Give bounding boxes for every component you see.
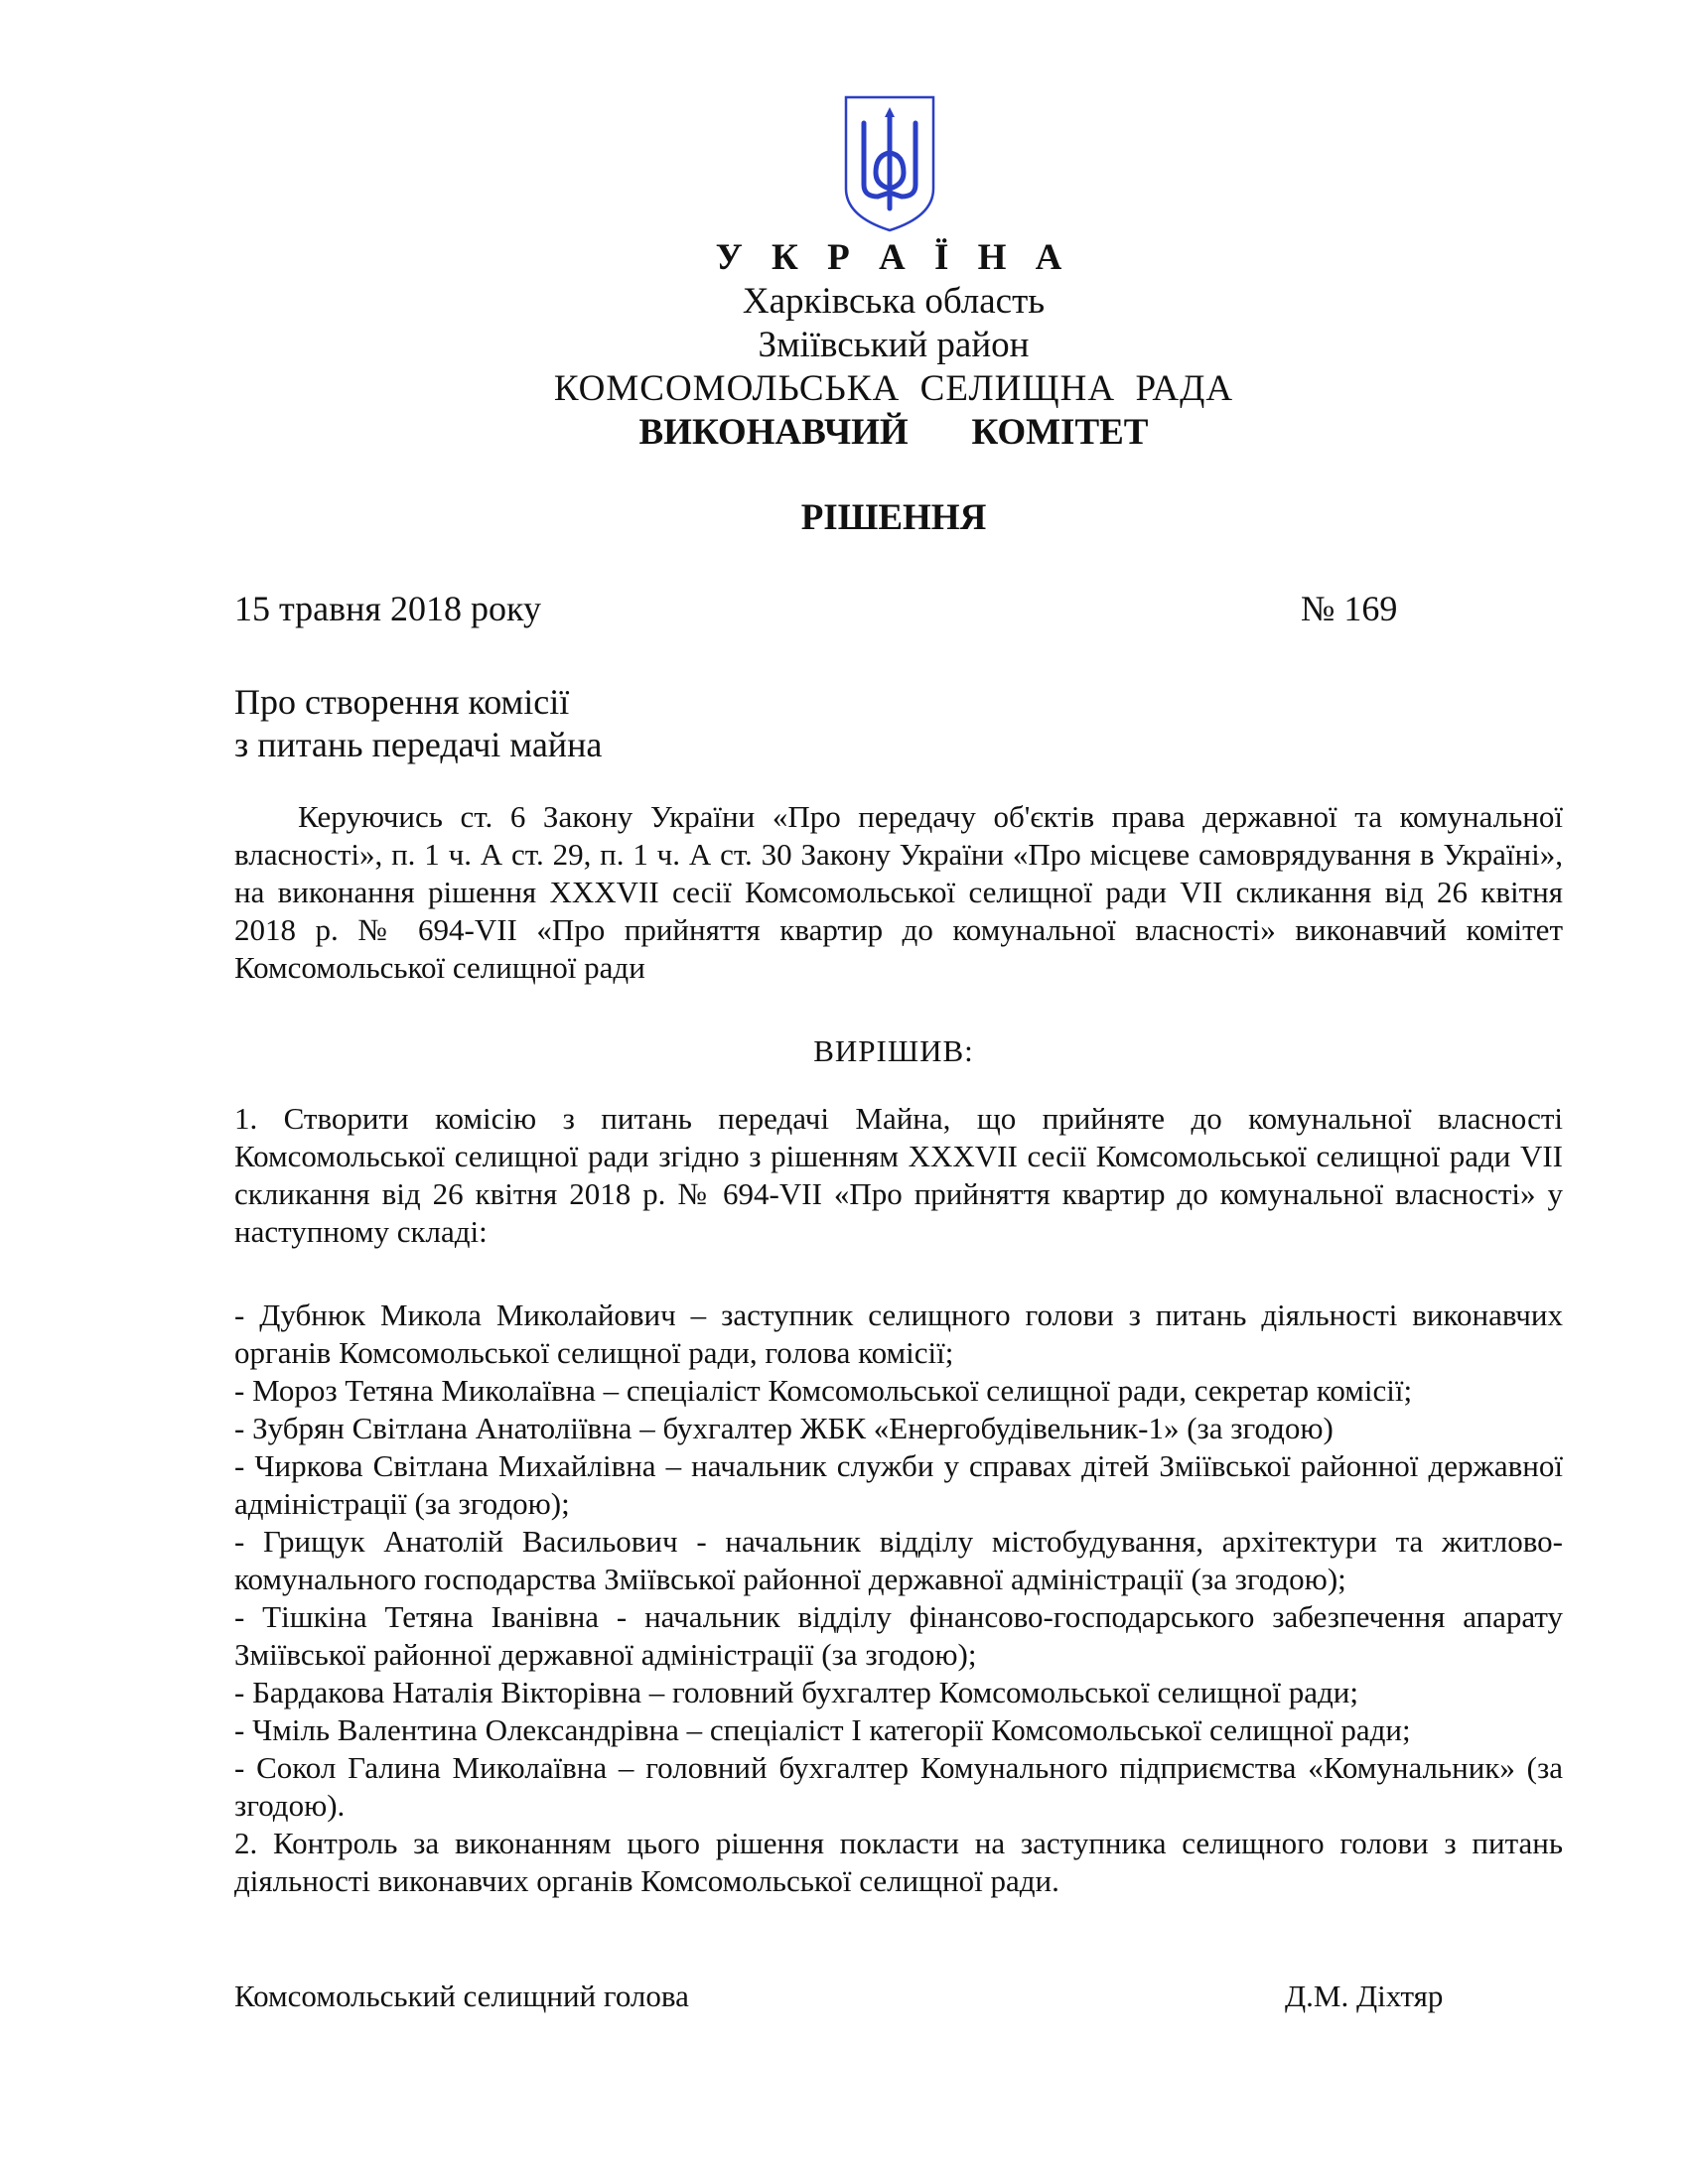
decision-subject xyxy=(234,681,602,766)
list-item: - Чміль Валентина Олександрівна – спеціаліст І категорії Комсомольської селищної ради; xyxy=(234,1712,1411,1747)
item-1-paragraph: 1. Створити комісію з питань передачі Майна, що прийняте до комунальної власності Комсомольської селищної ради згідно з рішенням XXXVII сесії Комсомольської селищної ради VII скликання від 26 квітня 2018 р. № 694-VII «Про прийняття квартир до комунальної власності» у наступному складі: xyxy=(234,1101,1563,1249)
list-item: - Бардакова Наталія Вікторівна – головний бухгалтер Комсомольської селищної ради; xyxy=(234,1675,1358,1709)
item-2-paragraph: 2. Контроль за виконанням цього рішення покласти на заступника селищного голови з питань діяльності виконавчих органів Комсомольської селищної ради. xyxy=(234,1826,1563,1898)
document-type-title: РІШЕННЯ xyxy=(800,497,987,538)
subject-line: з питань передачі майна xyxy=(234,725,603,764)
header-oblast: Харківська область xyxy=(742,281,1046,322)
header-raion: Зміївський район xyxy=(758,325,1030,365)
header-country: У К Р А Ї Н А xyxy=(715,237,1072,278)
subject-line: Про створення комісії xyxy=(234,682,570,722)
list-item: - Тішкіна Тетяна Іванівна - начальник відділу фінансово-господарського забезпечення апарату Зміївської районної державної адміністрації (за згодою); xyxy=(234,1599,1563,1672)
signature-title: Комсомольський селищний голова xyxy=(234,1979,689,2013)
list-item: - Зубрян Світлана Анатоліївна – бухгалтер ЖБК «Енергобудівельник-1» (за згодою) xyxy=(234,1411,1334,1445)
commission-members-list xyxy=(234,1297,1563,1900)
list-item: - Дубнюк Микола Миколайович – заступник селищного голови з питань діяльності виконавчих органів Комсомольської селищної ради, голова комісії; xyxy=(234,1297,1563,1370)
signature-name: Д.М. Діхтяр xyxy=(1285,1979,1444,2013)
list-item: - Чиркова Світлана Михайлівна – начальник служби у справах дітей Зміївської районної державної адміністрації (за згодою); xyxy=(234,1448,1563,1521)
decision-date: 15 травня 2018 року xyxy=(234,589,541,628)
header-council: КОМСОМОЛЬСЬКА СЕЛИЩНА РАДА xyxy=(553,368,1234,409)
coat-of-arms-icon xyxy=(842,93,937,232)
list-item: - Сокол Галина Миколаївна – головний бухгалтер Комунального підприємства «Комунальник» (за згодою). xyxy=(234,1750,1563,1823)
header-executive-committee: ВИКОНАВЧИЙ КОМІТЕТ xyxy=(638,412,1149,453)
preamble-paragraph: Керуючись ст. 6 Закону України «Про передачу об'єктів права державної та комунальної власності», п. 1 ч. А ст. 29, п. 1 ч. А ст. 30 Закону України «Про місцеве самоврядування в Україні», на виконання рішення XXXVII сесії Комсомольської селищної ради VII скликання від 26 квітня 2018 р. № 694-VII «Про прийняття квартир до комунальної власності» виконавчий комітет Комсомольської селищної ради xyxy=(234,799,1563,985)
decided-label: ВИРІШИВ: xyxy=(813,1033,974,1068)
list-item: - Грищук Анатолій Васильович - начальник відділу містобудування, архітектури та житлово-комунального господарства Зміївської районної державної адміністрації (за згодою); xyxy=(234,1524,1563,1596)
list-item: - Мороз Тетяна Миколаївна – спеціаліст Комсомольської селищної ради, секретар комісії; xyxy=(234,1373,1413,1408)
decision-number: № 169 xyxy=(1301,589,1398,628)
